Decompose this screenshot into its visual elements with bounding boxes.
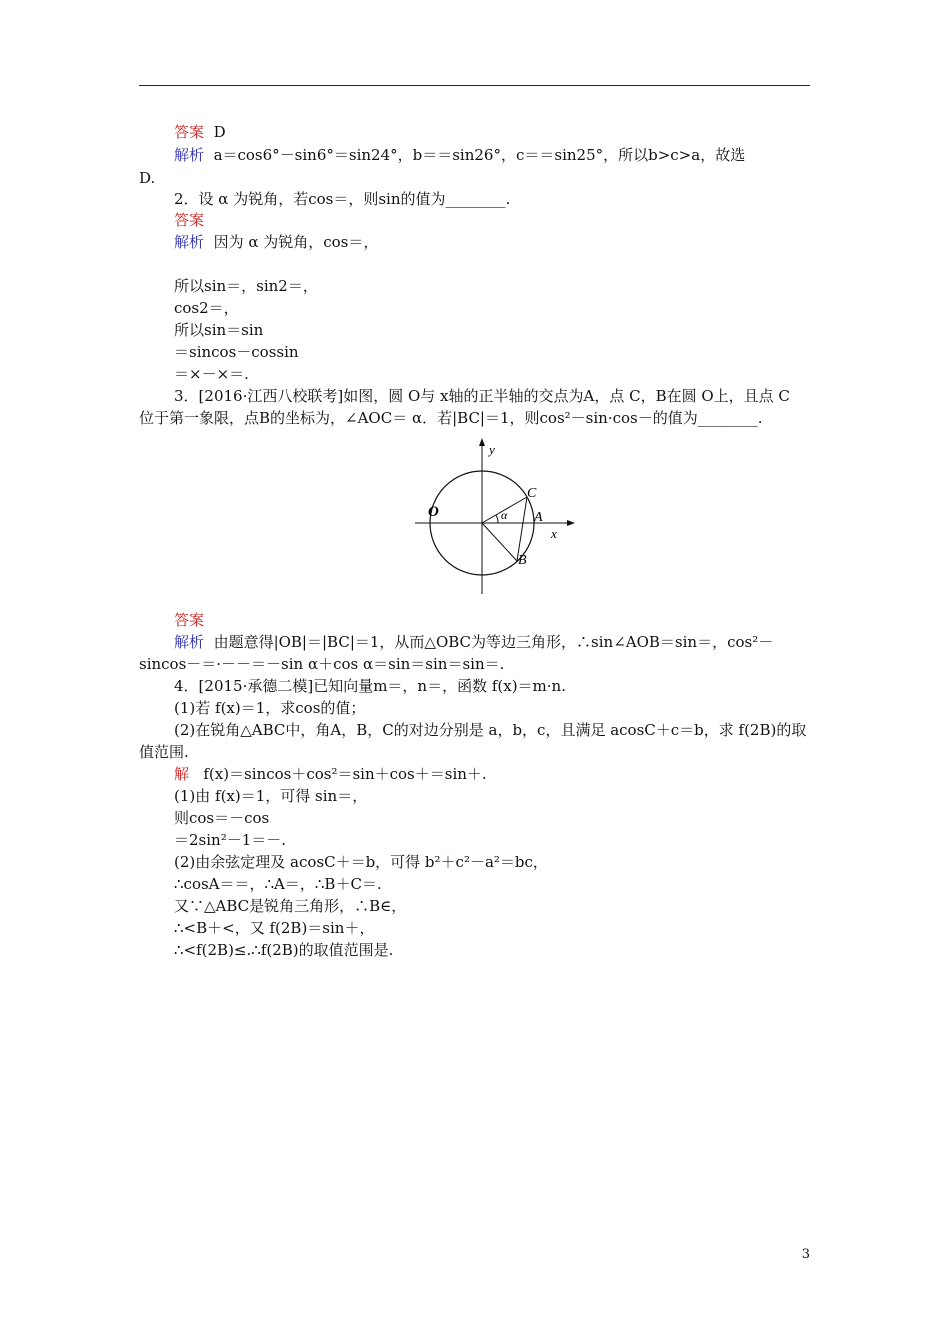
analysis-label: 解析 bbox=[174, 633, 205, 651]
text-line: f(x)＝sincos＋cos²＝sin＋cos＋＝sin＋. bbox=[203, 765, 487, 783]
text-line: sincos－＝·－－＝－sin α＋cos α＝sin＝sin＝sin＝. bbox=[139, 655, 505, 673]
text-line: 因为 α 为锐角，cos＝， bbox=[213, 233, 379, 251]
angle-label: α bbox=[501, 508, 508, 522]
text-line: 则cos＝－cos bbox=[174, 809, 270, 827]
origin-label: O bbox=[428, 504, 439, 520]
question-line: 4．[2015·承德二模]已知向量m＝，n＝，函数 f(x)＝m·n. bbox=[174, 677, 566, 695]
point-b-label: B bbox=[518, 553, 527, 568]
text-line: cos2＝， bbox=[174, 299, 239, 317]
analysis-line bbox=[174, 232, 378, 252]
text-line: 值范围. bbox=[139, 743, 189, 761]
text-line: 位于第一象限，点B的坐标为，∠AOC＝ α．若|BC|＝1，则cos²－sin·cos－的值为________. bbox=[139, 409, 763, 427]
header-rule bbox=[139, 85, 810, 86]
text-line: 所以sin＝，sin2＝， bbox=[174, 277, 318, 295]
text-line: 由题意得|OB|＝|BC|＝1，从而△OBC为等边三角形，∴sin∠AOB＝sin＝，cos²－ bbox=[213, 633, 774, 651]
y-axis-arrow bbox=[479, 438, 485, 446]
text-line: ∴<f(2B)≤.∴f(2B)的取值范围是. bbox=[174, 941, 394, 959]
text-line: (2)由余弦定理及 acosC＋＝b，可得 b²＋c²－a²＝bc， bbox=[174, 853, 548, 871]
text-line: ＝×－×＝. bbox=[174, 365, 249, 383]
solution-label: 解 bbox=[174, 765, 190, 783]
text-line: 所以sin＝sin bbox=[174, 321, 264, 339]
segment-ob bbox=[482, 523, 517, 561]
answer-label: 答案 bbox=[174, 123, 205, 141]
analysis-label: 解析 bbox=[174, 233, 205, 251]
text-line: ＝2sin²－1＝－. bbox=[174, 831, 287, 849]
point-c-label: C bbox=[527, 486, 537, 501]
question-line: 3．[2016·江西八校联考]如图，圆 O与 x轴的正半轴的交点为A，点 C，B在圆 O上，且点 C bbox=[174, 387, 790, 405]
analysis-line bbox=[174, 145, 745, 165]
answer-text: D bbox=[213, 123, 226, 141]
text-line: (2)在锐角△ABC中，角A，B，C的对边分别是 a，b，c，且满足 acosC＋c＝b，求 f(2B)的取 bbox=[174, 721, 807, 739]
text-line: ∴cosA＝＝，∴A＝，∴B＋C＝. bbox=[174, 875, 382, 893]
question-line: 2．设 α 为锐角，若cos＝，则sin的值为________. bbox=[174, 190, 511, 208]
answer-line bbox=[174, 122, 226, 142]
solution-line bbox=[174, 764, 487, 784]
x-axis-arrow bbox=[567, 520, 575, 526]
analysis-line bbox=[174, 632, 773, 652]
circle-diagram bbox=[413, 436, 575, 596]
text-line: a＝cos6°－sin6°＝sin24°，b＝＝sin26°，c＝＝sin25°，所以b>c>a，故选 bbox=[213, 146, 746, 164]
x-axis-label: x bbox=[551, 526, 557, 541]
analysis-label: 解析 bbox=[174, 146, 205, 164]
text-line: (1)由 f(x)＝1，可得 sin＝， bbox=[174, 787, 368, 805]
answer-label: 答案 bbox=[174, 611, 205, 629]
text-line: ∴<B＋<，又 f(2B)＝sin＋， bbox=[174, 919, 375, 937]
text-line: 又∵△ABC是锐角三角形，∴B∈， bbox=[174, 897, 407, 915]
answer-line bbox=[174, 210, 204, 230]
text-line: D. bbox=[139, 169, 156, 187]
circle-figure bbox=[413, 436, 575, 600]
angle-arc bbox=[496, 515, 498, 523]
text-line: (1)若 f(x)＝1，求cos的值； bbox=[174, 699, 366, 717]
page-number: 3 bbox=[801, 1247, 810, 1262]
answer-label: 答案 bbox=[174, 211, 205, 229]
answer-line bbox=[174, 610, 204, 630]
text-line: ＝sincos－cossin bbox=[174, 343, 299, 361]
y-axis-label: y bbox=[489, 442, 495, 457]
point-a-label: A bbox=[534, 510, 543, 525]
